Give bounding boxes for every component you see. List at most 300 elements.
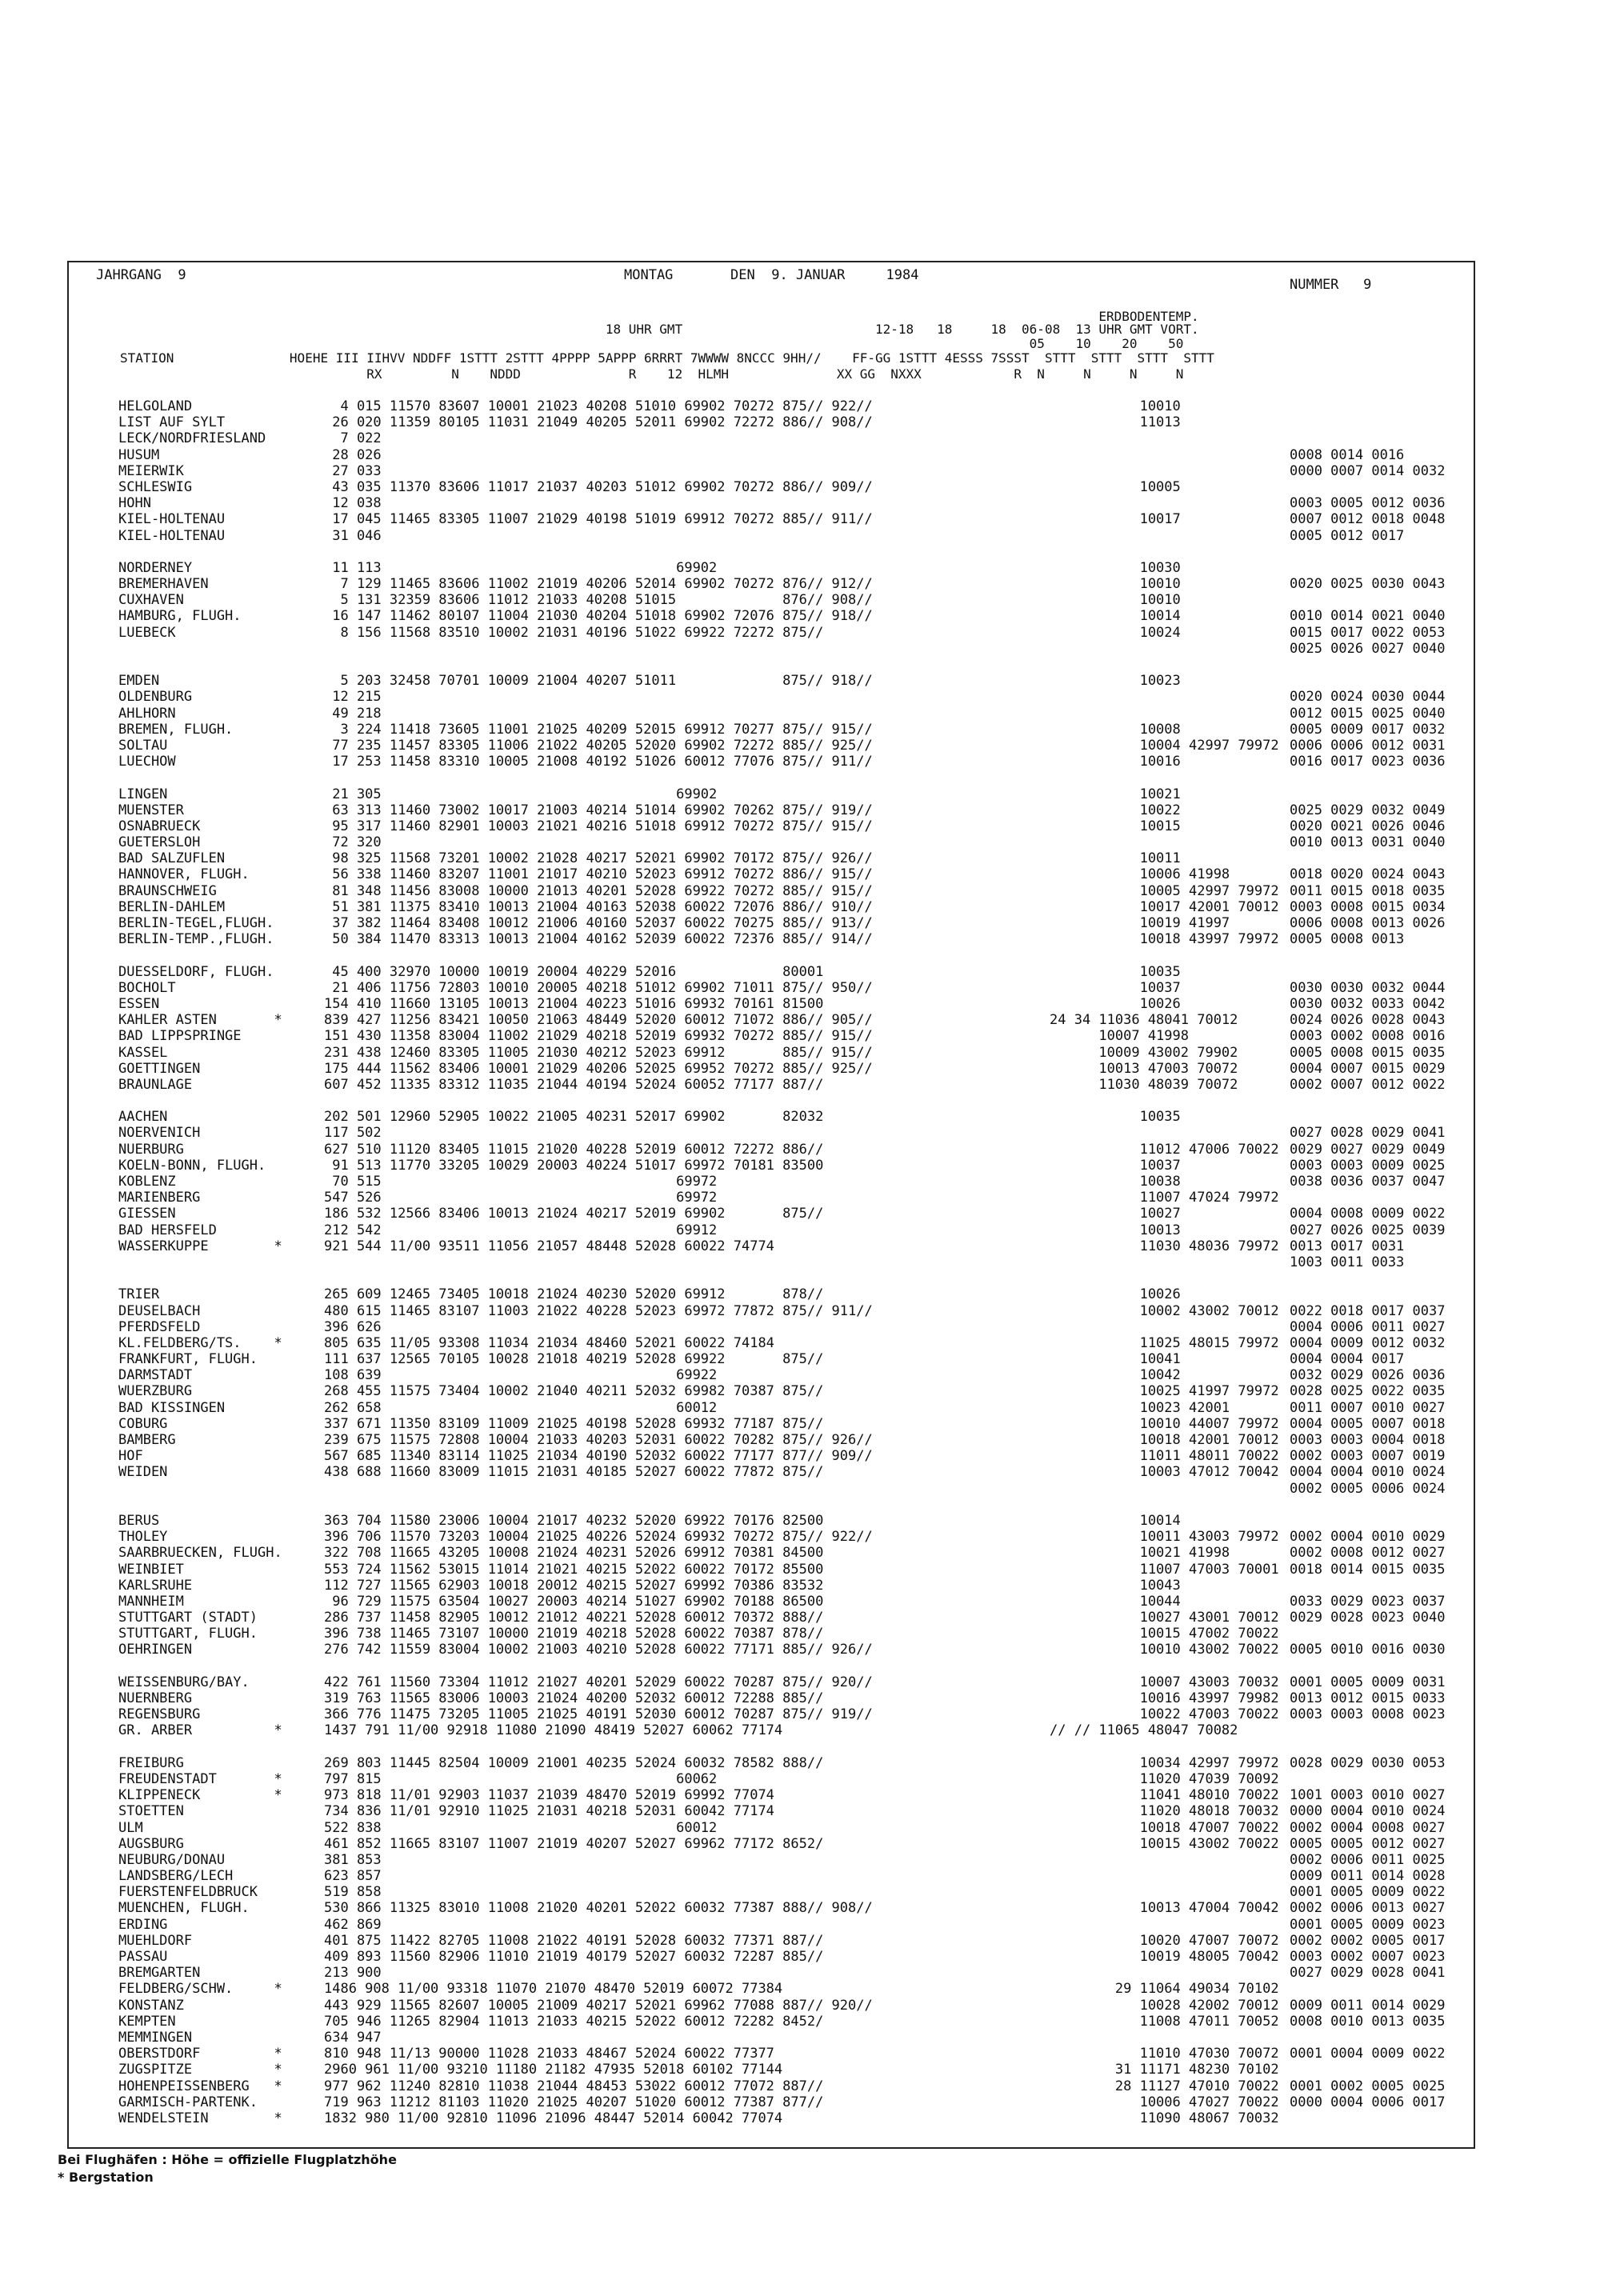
regional-column <box>1050 398 1279 2126</box>
synop-cell: 396 738 11465 73107 10000 21019 40218 52028 60022 70387 878// <box>324 1626 824 1642</box>
mid-cell <box>1050 430 1279 446</box>
mid-cell: 10028 42002 70012 <box>1050 1997 1279 2014</box>
synop-cell: 396 626 <box>324 1318 382 1335</box>
soil-cell: 0027 0028 0029 0041 <box>1290 1125 1446 1142</box>
mid-cell: 10025 41997 79972 <box>1050 1383 1279 1400</box>
mid-cell: 10042 <box>1050 1367 1181 1384</box>
soil-cell: 0003 0003 0004 0018 <box>1290 1432 1446 1448</box>
mid-cell <box>1050 463 1279 479</box>
synop-cell: 519 858 <box>324 1884 382 1901</box>
header-depth: 05 10 20 50 <box>120 336 1184 351</box>
soil-cell <box>1290 592 1445 608</box>
station-cell: SCHLESWIG <box>118 478 193 495</box>
synop-cell: 50 384 11470 83313 10013 21004 40162 52039 60022 72376 885// 914// <box>324 931 873 948</box>
station-cell: BAD SALZUFLEN <box>118 850 226 867</box>
mid-cell: 10018 43997 79972 <box>1050 931 1279 948</box>
station-cell: FREUDENSTADT * <box>118 1770 282 1787</box>
group-gap <box>324 657 873 673</box>
mid-cell <box>1050 1884 1279 1900</box>
station-cell: WEISSENBURG/BAY. <box>118 1674 250 1690</box>
mid-cell: 31 11171 48230 70102 <box>1050 2062 1279 2078</box>
station-cell: KEMPTEN <box>118 2013 176 2030</box>
soil-cell: 0004 0008 0009 0022 <box>1290 1206 1446 1222</box>
station-cell: LECK/NORDFRIESLAND <box>118 430 266 447</box>
station-cell: BAD LIPPSPRINGE <box>118 1028 242 1045</box>
mid-cell: 11020 48018 70032 <box>1050 1803 1279 1820</box>
soil-cell: 0025 0026 0027 0040 <box>1290 640 1446 657</box>
synop-cell: 175 444 11562 83406 10001 21029 40206 52025 69952 70272 885// 925// <box>324 1060 873 1077</box>
station-cell: OLDENBURG <box>118 689 193 706</box>
footnote-airports: Bei Flughäfen : Höhe = offizielle Flugplatzhöhe <box>58 2152 397 2167</box>
soil-cell: 0003 0008 0015 0034 <box>1290 898 1446 915</box>
mid-cell <box>1050 689 1279 705</box>
soil-cell: 0004 0004 0010 0024 <box>1290 1464 1446 1481</box>
station-cell: BERUS <box>118 1512 160 1529</box>
synop-cell: 4 015 11570 83607 10001 21023 40208 51010 69902 70272 875// 922// <box>324 398 873 414</box>
nummer: NUMMER 9 <box>1290 277 1372 293</box>
station-cell: HELGOLAND <box>118 398 193 414</box>
mid-cell <box>1050 1852 1279 1868</box>
synop-cell: 7 022 <box>324 430 382 447</box>
soil-cell: 0002 0005 0006 0024 <box>1290 1480 1446 1497</box>
soil-cell <box>1290 1981 1445 1997</box>
synop-cell: 443 929 11565 82607 10005 21009 40217 52021 69962 77088 887// 920// <box>324 1997 873 2014</box>
synop-cell: 839 427 11256 83421 10050 21063 48449 52020 60012 71072 886// 905// <box>324 1012 873 1029</box>
station-cell: CUXHAVEN <box>118 592 184 609</box>
mid-cell: 10021 41998 <box>1050 1545 1230 1562</box>
station-cell: KOBLENZ <box>118 1174 176 1190</box>
mid-cell: 10044 <box>1050 1593 1181 1610</box>
station-cell: BREMGARTEN <box>118 1965 201 1982</box>
soil-cell <box>1290 1109 1445 1125</box>
synop-cell: 154 410 11660 13105 10013 21004 40223 51016 69932 70161 81500 <box>324 995 824 1012</box>
station-cell: KOELN-BONN, FLUGH. <box>118 1157 266 1174</box>
soil-cell: 0005 0008 0013 <box>1290 931 1405 948</box>
station-cell: STOETTEN <box>118 1803 184 1820</box>
station-cell: PFERDSFELD <box>118 1318 201 1335</box>
synop-cell: 98 325 11568 73201 10002 21028 40217 52021 69902 70172 875// 926// <box>324 850 873 867</box>
mid-cell: 10010 43002 70022 <box>1050 1642 1279 1658</box>
synop-column <box>324 398 873 2126</box>
group-gap <box>118 947 282 963</box>
soil-cell: 0018 0020 0024 0043 <box>1290 866 1446 883</box>
header-columns: STATION HOEHE III IIHVV NDDFF 1STTT 2STTT 4PPPP 5APPP 6RRRT 7WWWW 8NCCC 9HH// FF-GG 1STTT 4ESSS 7SSST STTT STTT STTT STTT <box>120 350 1214 366</box>
soil-cell: 0001 0005 0009 0031 <box>1290 1674 1446 1690</box>
soil-cell: 0001 0005 0009 0022 <box>1290 1884 1446 1901</box>
mid-cell: 10010 <box>1050 576 1181 593</box>
soil-temp-column <box>1290 398 1445 2126</box>
mid-cell: 11030 48036 79972 <box>1050 1238 1279 1254</box>
station-cell: HUSUM <box>118 446 160 463</box>
station-cell: BERLIN-TEGEL,FLUGH. <box>118 915 274 931</box>
mid-cell: 10018 47007 70022 <box>1050 1819 1279 1836</box>
synop-cell: 202 501 12960 52905 10022 21005 40231 52017 69902 82032 <box>324 1109 824 1126</box>
soil-cell: 0020 0025 0030 0043 <box>1290 576 1446 593</box>
mid-cell: 10035 <box>1050 963 1181 980</box>
station-cell: KONSTANZ <box>118 1997 184 2014</box>
mid-cell: 10011 <box>1050 850 1181 867</box>
station-cell: COBURG <box>118 1415 168 1432</box>
soil-cell: 0027 0029 0028 0041 <box>1290 1965 1446 1982</box>
mid-cell: 10034 42997 79972 <box>1050 1754 1279 1771</box>
soil-cell: 0006 0006 0012 0031 <box>1290 737 1446 754</box>
soil-cell: 0004 0007 0015 0029 <box>1290 1060 1446 1077</box>
mid-cell: 10013 47004 70042 <box>1050 1900 1279 1917</box>
mid-cell: 10026 <box>1050 995 1181 1012</box>
soil-cell: 0032 0029 0026 0036 <box>1290 1367 1446 1384</box>
synop-cell: 634 947 <box>324 2029 382 2046</box>
soil-cell: 0002 0004 0008 0027 <box>1290 1819 1446 1836</box>
soil-cell: 0024 0026 0028 0043 <box>1290 1012 1446 1029</box>
station-cell: KAHLER ASTEN * <box>118 1012 282 1029</box>
soil-cell <box>1290 1578 1445 1594</box>
soil-cell: 0001 0004 0009 0022 <box>1290 2046 1446 2062</box>
footnote-mountain: * Bergstation <box>58 2170 154 2185</box>
soil-cell: 0029 0027 0029 0049 <box>1290 1141 1446 1158</box>
station-cell: LUECHOW <box>118 754 176 770</box>
group-gap <box>324 1270 873 1286</box>
soil-cell: 0000 0004 0006 0017 <box>1290 2094 1446 2110</box>
mid-cell: 10023 42001 <box>1050 1399 1230 1416</box>
synop-cell: 31 046 <box>324 527 382 544</box>
soil-cell: 0033 0029 0023 0037 <box>1290 1593 1446 1610</box>
synop-cell: 7 129 11465 83606 11002 21019 40206 52014 69902 70272 876// 912// <box>324 576 873 593</box>
group-gap <box>118 1658 282 1674</box>
synop-cell: 56 338 11460 83207 11001 21017 40210 52023 69912 70272 886// 915// <box>324 866 873 883</box>
station-cell: FUERSTENFELDBRUCK <box>118 1884 258 1901</box>
station-cell: HOF <box>118 1448 143 1465</box>
soil-cell <box>1290 786 1445 802</box>
mid-cell: 10013 47003 70072 <box>1050 1060 1238 1077</box>
synop-cell: 269 803 11445 82504 10009 21001 40235 52024 60032 78582 888// <box>324 1754 824 1771</box>
station-cell: KASSEL <box>118 1044 168 1061</box>
station-cell <box>118 641 282 657</box>
synop-cell: 547 526 69972 <box>324 1190 718 1206</box>
synop-cell: 438 688 11660 83009 11015 21031 40185 52027 60022 77872 875// <box>324 1464 824 1481</box>
mid-cell <box>1050 706 1279 722</box>
soil-cell: 0002 0006 0011 0025 <box>1290 1851 1446 1868</box>
group-gap <box>324 770 873 786</box>
synop-cell: 5 131 32359 83606 11012 21033 40208 51015 876// 908// <box>324 592 873 609</box>
header-soil-temp: ERDBODENTEMP. <box>120 309 1199 324</box>
soil-cell <box>1290 1190 1445 1206</box>
mid-cell <box>1050 1125 1279 1141</box>
station-cell: SOLTAU <box>118 737 168 754</box>
synop-cell: 72 320 <box>324 834 382 851</box>
soil-cell <box>1290 479 1445 495</box>
station-cell: DARMSTADT <box>118 1367 193 1384</box>
report-date: MONTAG DEN 9. JANUAR 1984 <box>624 267 919 283</box>
mid-cell: 10023 <box>1050 673 1181 690</box>
synop-cell: 422 761 11560 73304 11012 21027 40201 52029 60022 70287 875// 920// <box>324 1674 873 1690</box>
soil-cell: 0002 0007 0012 0022 <box>1290 1076 1446 1093</box>
synop-cell: 21 406 11756 72803 10010 20005 40218 51012 69902 71011 875// 950// <box>324 979 873 996</box>
station-cell: ZUGSPITZE * <box>118 2062 282 2078</box>
mid-cell: 10021 <box>1050 786 1181 802</box>
station-cell: WEINBIET <box>118 1561 184 1578</box>
soil-cell: 0011 0015 0018 0035 <box>1290 882 1446 899</box>
station-cell: AHLHORN <box>118 705 176 722</box>
group-gap <box>1050 770 1279 786</box>
station-cell: ERDING <box>118 1916 168 1933</box>
group-gap <box>118 1497 282 1513</box>
soil-cell: 0004 0004 0017 <box>1290 1351 1405 1368</box>
synop-cell: 117 502 <box>324 1125 382 1142</box>
group-gap <box>118 770 282 786</box>
synop-cell: 262 658 60012 <box>324 1399 718 1416</box>
mid-cell <box>1050 528 1279 544</box>
mid-cell: 11090 48067 70032 <box>1050 2110 1279 2126</box>
station-cell: OSNABRUECK <box>118 818 201 834</box>
mid-cell: 10005 42997 79972 <box>1050 882 1279 899</box>
mid-cell <box>1050 1917 1279 1933</box>
station-cell: GARMISCH-PARTENK. <box>118 2094 258 2110</box>
soil-cell <box>1290 560 1445 576</box>
mid-cell: 11013 <box>1050 414 1181 431</box>
mid-cell: 10015 43002 70022 <box>1050 1835 1279 1852</box>
mid-cell <box>1050 834 1279 850</box>
station-cell: KIEL-HOLTENAU <box>118 511 226 528</box>
station-cell: KIEL-HOLTENAU <box>118 527 226 544</box>
soil-cell: 0025 0029 0032 0049 <box>1290 802 1446 818</box>
mid-cell: 10016 43997 79982 <box>1050 1690 1279 1706</box>
soil-cell <box>1290 1626 1445 1642</box>
soil-cell: 0005 0005 0012 0027 <box>1290 1835 1446 1852</box>
soil-cell: 0029 0028 0023 0040 <box>1290 1610 1446 1626</box>
soil-cell: 0022 0018 0017 0037 <box>1290 1302 1446 1319</box>
soil-cell: 0000 0007 0014 0032 <box>1290 462 1446 479</box>
station-cell: NOERVENICH <box>118 1125 201 1142</box>
mid-cell: 10024 <box>1050 624 1181 641</box>
mid-cell: 10014 <box>1050 608 1181 625</box>
station-cell: GOETTINGEN <box>118 1060 201 1077</box>
mid-cell <box>1050 1481 1279 1497</box>
group-gap <box>118 1739 282 1755</box>
synop-cell: 401 875 11422 82705 11008 21022 40191 52028 60032 77371 887// <box>324 1932 824 1949</box>
station-cell: GUETERSLOH <box>118 834 201 851</box>
soil-cell: 0001 0002 0005 0025 <box>1290 2078 1446 2094</box>
soil-cell: 0016 0017 0023 0036 <box>1290 754 1446 770</box>
mid-cell: 10027 43001 70012 <box>1050 1610 1279 1626</box>
soil-cell: 0004 0006 0011 0027 <box>1290 1318 1446 1335</box>
synop-cell: 276 742 11559 83004 10002 21003 40210 52028 60022 77171 885// 926// <box>324 1642 873 1658</box>
mid-cell: 10006 47027 70022 <box>1050 2094 1279 2110</box>
group-gap <box>1290 1270 1445 1286</box>
soil-cell <box>1290 1771 1445 1787</box>
station-cell: MUEHLDORF <box>118 1932 193 1949</box>
station-cell: HOHENPEISSENBERG * <box>118 2078 282 2094</box>
station-cell: BERLIN-TEMP.,FLUGH. <box>118 931 274 948</box>
group-gap <box>118 1093 282 1109</box>
soil-cell: 0020 0021 0026 0046 <box>1290 818 1446 834</box>
synop-cell: 461 852 11665 83107 11007 21019 40207 52027 69962 77172 8652/ <box>324 1835 824 1852</box>
station-cell: EMDEN <box>118 673 160 690</box>
group-gap <box>118 544 282 560</box>
group-gap <box>1290 770 1445 786</box>
group-gap <box>324 1093 873 1109</box>
station-cell: BAD HERSFELD <box>118 1222 217 1238</box>
synop-cell <box>324 1481 873 1497</box>
station-cell: SAARBRUECKEN, FLUGH. <box>118 1545 282 1562</box>
soil-cell: 0002 0003 0007 0019 <box>1290 1448 1446 1465</box>
mid-cell: 11030 48039 70072 <box>1050 1076 1238 1093</box>
station-cell: WUERZBURG <box>118 1383 193 1400</box>
header-time: 18 UHR GMT 12-18 18 18 06-08 13 UHR GMT VORT. <box>120 322 1199 337</box>
synop-cell: 530 866 11325 83010 11008 21020 40201 52022 60032 77387 888// 908// <box>324 1900 873 1917</box>
station-cell: FELDBERG/SCHW. * <box>118 1981 282 1998</box>
station-cell: WASSERKUPPE * <box>118 1238 282 1254</box>
synop-cell: 51 381 11375 83410 10013 21004 40163 52038 60022 72076 886// 910// <box>324 898 873 915</box>
soil-cell: 0004 0009 0012 0032 <box>1290 1334 1446 1351</box>
mid-cell: 10005 <box>1050 478 1181 495</box>
synop-cell: 921 544 11/00 93511 11056 21057 48448 52028 60022 74774 <box>324 1238 774 1254</box>
mid-cell: 10007 43003 70032 <box>1050 1674 1279 1690</box>
synop-cell: 1486 908 11/00 93318 11070 21070 48470 52019 60072 77384 <box>324 1981 783 1998</box>
station-cell <box>118 1254 282 1270</box>
soil-cell: 0001 0005 0009 0023 <box>1290 1916 1446 1933</box>
station-cell: BREMEN, FLUGH. <box>118 721 234 738</box>
mid-cell <box>1050 495 1279 511</box>
soil-cell <box>1290 1513 1445 1529</box>
station-cell: LANDSBERG/LECH <box>118 1868 234 1885</box>
synop-cell: 480 615 11465 83107 11003 21022 40228 52023 69972 77872 875// 911// <box>324 1302 873 1319</box>
synop-cell: 111 637 12565 70105 10028 21018 40219 52028 69922 875// <box>324 1351 824 1368</box>
soil-cell: 0027 0026 0025 0039 <box>1290 1222 1446 1238</box>
synop-cell: 91 513 11770 33205 10029 20003 40224 51017 69972 70181 83500 <box>324 1157 824 1174</box>
group-gap <box>1290 947 1445 963</box>
synop-cell: 212 542 69912 <box>324 1222 718 1238</box>
station-cell: KARLSRUHE <box>118 1577 193 1594</box>
soil-cell <box>1290 2062 1445 2078</box>
soil-cell: 0005 0012 0017 <box>1290 527 1405 544</box>
mid-cell: 11025 48015 79972 <box>1050 1334 1279 1351</box>
group-gap <box>1050 1270 1279 1286</box>
mid-cell: 10022 47003 70022 <box>1050 1706 1279 1723</box>
station-cell: LINGEN <box>118 786 168 802</box>
soil-cell: 0018 0014 0015 0035 <box>1290 1561 1446 1578</box>
soil-cell: 0003 0003 0009 0025 <box>1290 1157 1446 1174</box>
mid-cell: 10038 <box>1050 1174 1181 1190</box>
station-cell: HOHN <box>118 495 151 512</box>
group-gap <box>324 1658 873 1674</box>
station-cell: BRAUNLAGE <box>118 1076 193 1093</box>
synop-cell: 112 727 11565 62903 10018 20012 40215 52027 69992 70386 83532 <box>324 1577 824 1594</box>
soil-cell <box>1290 2110 1445 2126</box>
synop-cell: 409 893 11560 82906 11010 21019 40179 52027 60032 72287 885// <box>324 1949 824 1965</box>
soil-cell: 0010 0014 0021 0040 <box>1290 608 1446 625</box>
station-cell: DEUSELBACH <box>118 1302 201 1319</box>
synop-cell: 462 869 <box>324 1916 382 1933</box>
mid-cell: 10002 43002 70012 <box>1050 1302 1279 1319</box>
soil-cell: 0008 0014 0016 <box>1290 446 1405 463</box>
synop-cell: 16 147 11462 80107 11004 21030 40204 51018 69902 72076 875// 918// <box>324 608 873 625</box>
mid-cell: 10035 <box>1050 1109 1181 1126</box>
station-cell: LIST AUF SYLT <box>118 414 226 431</box>
soil-cell: 0002 0006 0013 0027 <box>1290 1900 1446 1917</box>
mid-cell: 10015 <box>1050 818 1181 834</box>
synop-cell: 719 963 11212 81103 11020 21025 40207 51020 60012 77387 877// <box>324 2094 824 2110</box>
synop-cell: 239 675 11575 72808 10004 21033 40203 52031 60022 70282 875// 926// <box>324 1432 873 1448</box>
station-cell: AACHEN <box>118 1109 168 1126</box>
station-cell <box>118 1481 282 1497</box>
soil-cell: 0003 0002 0007 0023 <box>1290 1949 1446 1965</box>
synop-cell: 734 836 11/01 92910 11025 21031 40218 52031 60042 77174 <box>324 1803 774 1820</box>
mid-cell: 10043 <box>1050 1577 1181 1594</box>
group-gap <box>1290 1093 1445 1109</box>
mid-cell: 10019 48005 70042 <box>1050 1949 1279 1965</box>
synop-cell: 797 815 60062 <box>324 1770 718 1787</box>
mid-cell: 11008 47011 70052 <box>1050 2013 1279 2030</box>
station-cell: MEMMINGEN <box>118 2029 193 2046</box>
soil-cell: 0028 0029 0030 0053 <box>1290 1754 1446 1771</box>
mid-cell: 11007 47024 79972 <box>1050 1190 1279 1206</box>
synop-cell: 363 704 11580 23006 10004 21017 40232 52020 69922 70176 82500 <box>324 1512 824 1529</box>
mid-cell: 24 34 11036 48041 70012 <box>1050 1012 1238 1029</box>
synop-cell: 805 635 11/05 93308 11034 21034 48460 52021 60022 74184 <box>324 1334 774 1351</box>
mid-cell: 10014 <box>1050 1512 1181 1529</box>
station-cell: KL.FELDBERG/TS. * <box>118 1334 282 1351</box>
mid-cell: 28 11127 47010 70022 <box>1050 2078 1279 2094</box>
synop-cell: 366 776 11475 73205 11005 21025 40191 52030 60012 70287 875// 919// <box>324 1706 873 1723</box>
soil-cell: 0003 0005 0012 0036 <box>1290 495 1446 512</box>
synop-cell: 381 853 <box>324 1851 382 1868</box>
mid-cell: 10018 42001 70012 <box>1050 1432 1279 1448</box>
station-cell: HAMBURG, FLUGH. <box>118 608 242 625</box>
mid-cell: 10030 <box>1050 559 1181 576</box>
synop-cell: 27 033 <box>324 462 382 479</box>
soil-cell <box>1290 430 1445 446</box>
synop-cell: 268 455 11575 73404 10002 21040 40211 52032 69982 70387 875// <box>324 1383 824 1400</box>
station-cell: NUERNBERG <box>118 1690 193 1706</box>
mid-cell <box>1050 1319 1279 1335</box>
station-cell: WENDELSTEIN * <box>118 2110 282 2126</box>
synop-cell: 151 430 11358 83004 11002 21029 40218 52019 69932 70272 885// 915// <box>324 1028 873 1045</box>
mid-cell: 10017 42001 70012 <box>1050 898 1279 915</box>
mid-cell <box>1050 1254 1279 1270</box>
synop-cell: 17 045 11465 83305 11007 21029 40198 51019 69912 70272 885// 911// <box>324 511 873 528</box>
group-gap <box>118 1270 282 1286</box>
station-cell: MUENCHEN, FLUGH. <box>118 1900 250 1917</box>
mid-cell: 11020 47039 70092 <box>1050 1770 1279 1787</box>
group-gap <box>324 1739 873 1755</box>
synop-cell: 1437 791 11/00 92918 11080 21090 48419 52027 60062 77174 <box>324 1722 783 1739</box>
synop-cell: 11 113 69902 <box>324 559 718 576</box>
soil-cell: 0009 0011 0014 0028 <box>1290 1868 1446 1885</box>
soil-cell: 0038 0036 0037 0047 <box>1290 1174 1446 1190</box>
station-cell: THOLEY <box>118 1529 168 1546</box>
synop-cell: 810 948 11/13 90000 11028 21033 48467 52024 60022 77377 <box>324 2046 774 2062</box>
soil-cell: 0013 0017 0031 <box>1290 1238 1405 1254</box>
mid-cell: 11010 47030 70072 <box>1050 2046 1279 2062</box>
synop-cell: 43 035 11370 83606 11017 21037 40203 51012 69902 70272 886// 909// <box>324 478 873 495</box>
group-gap <box>1050 657 1279 673</box>
synop-cell: 45 400 32970 10000 10019 20004 40229 52016 80001 <box>324 963 824 980</box>
soil-cell <box>1290 414 1445 430</box>
soil-cell: 0028 0025 0022 0035 <box>1290 1383 1446 1400</box>
station-cell: OEHRINGEN <box>118 1642 193 1658</box>
synop-cell: 1832 980 11/00 92810 11096 21096 48447 52014 60042 77074 <box>324 2110 783 2126</box>
mid-cell: 11007 47003 70001 <box>1050 1561 1279 1578</box>
station-cell: STUTTGART (STADT) <box>118 1610 258 1626</box>
station-cell: KLIPPENECK * <box>118 1787 282 1804</box>
station-cell: MUENSTER <box>118 802 184 818</box>
station-cell: BAD KISSINGEN <box>118 1399 226 1416</box>
synop-cell <box>324 641 873 657</box>
group-gap <box>1050 1658 1279 1674</box>
soil-cell: 0009 0011 0014 0029 <box>1290 1997 1446 2014</box>
soil-cell: 0020 0024 0030 0044 <box>1290 689 1446 706</box>
synop-cell: 3 224 11418 73605 11001 21025 40209 52015 69912 70277 875// 915// <box>324 721 873 738</box>
